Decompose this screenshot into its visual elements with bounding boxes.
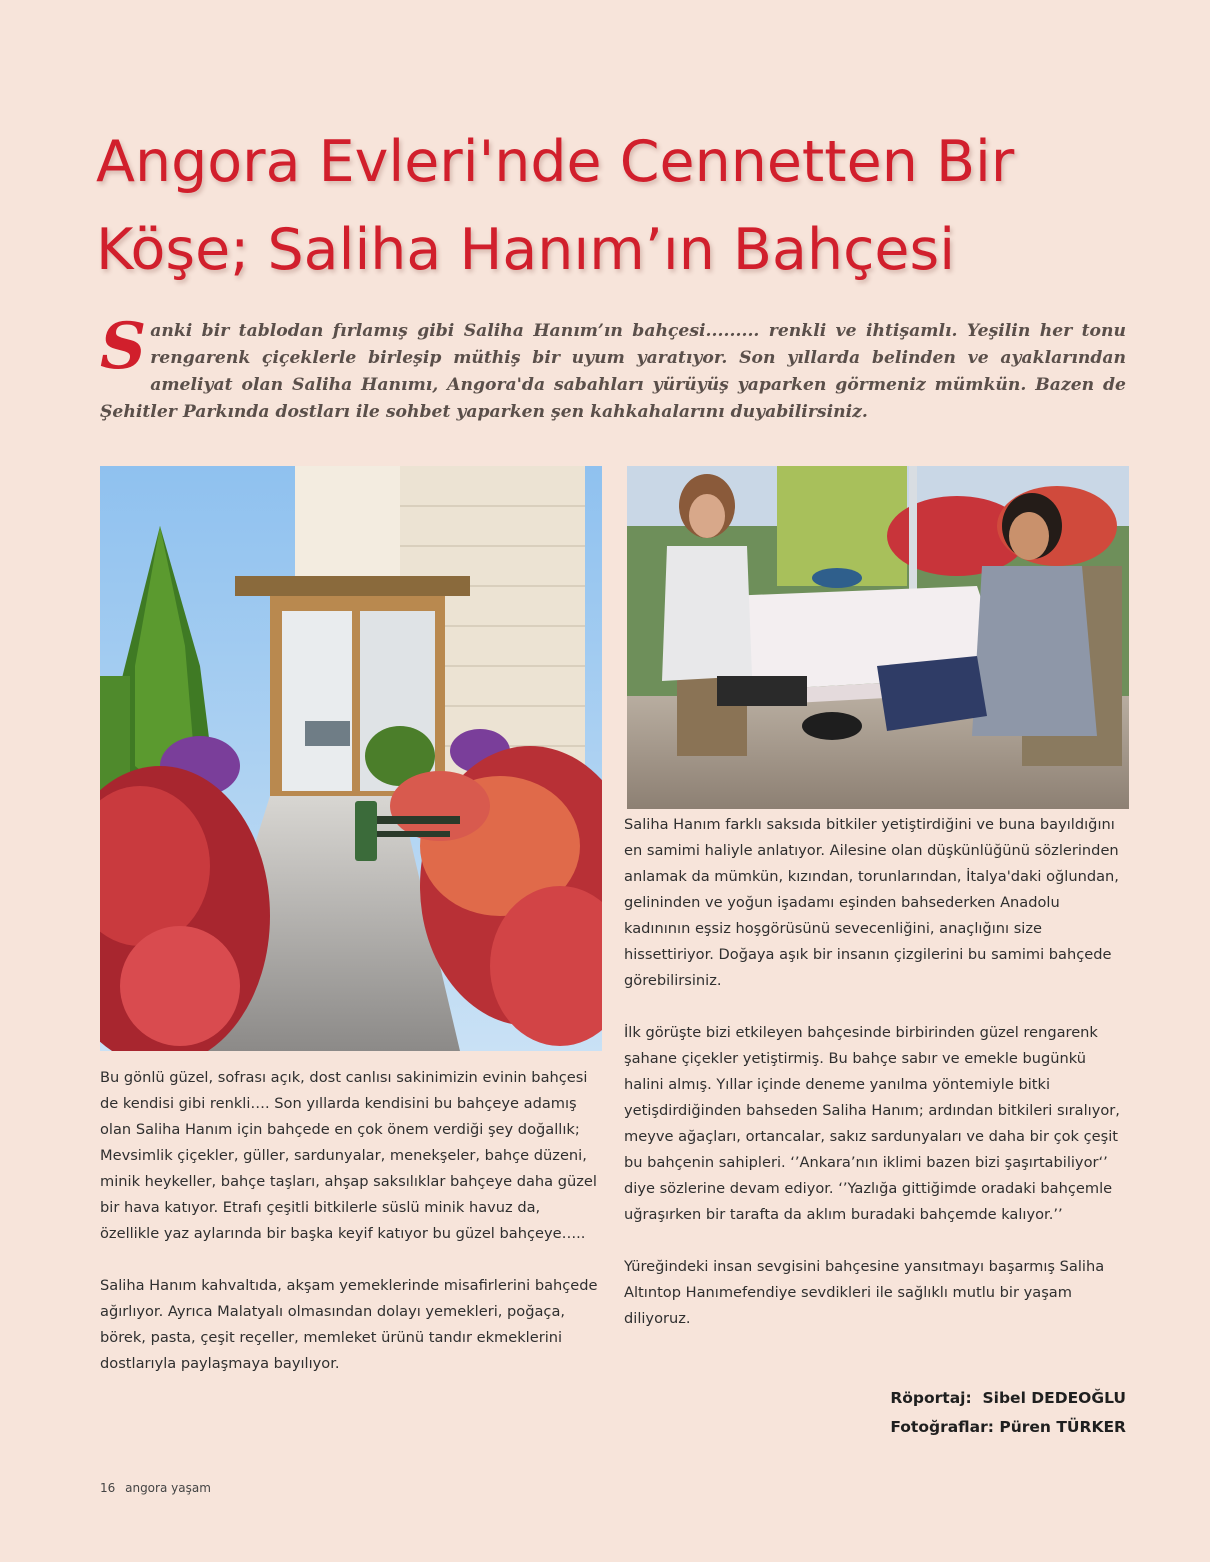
left-paragraph-2: Saliha Hanım kahvaltıda, akşam yemeklerinde misafirlerini bahçede ağırlıyor. Ayrıca Malatyalı olmasından dolayı yemekleri, poğaça, börek, pasta, çeşit reçeller, memleket ürünü tandır ekmeklerini dostlarıyla paylaşmaya bayılıyor. [100,1277,598,1372]
photos-credit [890,1413,1126,1442]
lead-text: anki bir tablodan fırlamış gibi Saliha Hanım’ın bahçesi......... renkli ve ihtişamlı. Yeşilin her tonu rengarenk çiçeklerle birleşip müthiş bir uyum yaratıyor. Son yıllarda belinden ve ayaklarından ameliyat olan Saliha Hanımı, Angora'da sabahları yürüyüş yaparken görmeniz mümkün. Bazen de Şehitler Parkında dostları ile sohbet yaparken şen kahkahalarını duyabilirsiniz. [100,321,1126,422]
article-title [96,118,1156,294]
left-column [100,1065,602,1377]
page-number: 16 [100,1481,116,1495]
article-title-line-2: Köşe; Saliha Hanım’ın Bahçesi [96,217,956,283]
right-paragraph-3: Yüreğindeki insan sevgisini bahçesine yansıtmayı başarmış Saliha Altıntop Hanımefendiye sevdikleri ile sağlıklı mutlu bir yaşam diliyoruz. [624,1258,1105,1327]
patio-women-photo [627,466,1129,809]
left-paragraph-1: Bu gönlü güzel, sofrası açık, dost canlısı sakinimizin evinin bahçesi de kendisi gibi renkli…. Son yıllarda kendisini bu bahçeye adamış olan Saliha Hanım için bahçede en çok önem verdiği şey doğallık; Mevsimlik çiçekler, güller, sardunyalar, menekşeler, bahçe düzeni, minik heykeller, bahçe taşları, ahşap saksılıklar bahçeye daha güzel bir hava katıyor. Etrafı çeşitli bitkilerle süslü minik havuz da, özellikle yaz aylarında bir başka keyif katıyor bu güzel bahçeye….. [100,1069,597,1242]
article-lead [100,309,1126,426]
page-footer [100,1481,211,1495]
garden-house-photo [100,466,602,1051]
photos-name: Püren TÜRKER [999,1418,1126,1436]
interview-name: Sibel DEDEOĞLU [982,1389,1126,1407]
right-column [624,812,1124,1332]
article-title-line-1: Angora Evleri'nde Cennetten Bir [96,129,1015,195]
magazine-name: angora yaşam [125,1481,211,1495]
right-paragraph-2: İlk görüşte bizi etkileyen bahçesinde birbirinden güzel rengarenk şahane çiçekler yetiştirmiş. Bu bahçe sabır ve emekle bugünkü halini almış. Yıllar içinde deneme yanılma yöntemiyle bitki yetişdirdiğinden bahseden Saliha Hanım; ardından bitkileri sıralıyor, meyve ağaçları, ortancalar, sakız sardunyaları ve daha bir çok çeşit bu bahçenin sahipleri. ‘’Ankara’nın iklimi bazen bizi şaşırtabiliyor‘’ diye sözlerine devam ediyor. ‘’Yazlığa gittiğimde oradaki bahçemle uğraşırken bir tarafta da aklım buradaki bahçemde kalıyor.’’ [624,1024,1120,1223]
interview-label: Röportaj: [890,1389,972,1407]
article-credits [890,1384,1126,1442]
right-paragraph-1: Saliha Hanım farklı saksıda bitkiler yetiştirdiğini ve buna bayıldığını en samimi haliyle anlatıyor. Ailesine olan düşkünlüğünü sözlerinden anlamak da mümkün, kızından, torunlarından, İtalya'daki oğlundan, gelininden ve yoğun işadamı eşinden bahsederken Anadolu kadınının eşsiz hoşgörüsünü sevecenliğini, anaçlığını size hissettiriyor. Doğaya aşık bir insanın çizgilerini bu samimi bahçede görebilirsiniz. [624,816,1119,989]
interview-credit [890,1384,1126,1413]
photos-label: Fotoğraflar: [890,1418,994,1436]
lead-dropcap: S [100,309,147,384]
